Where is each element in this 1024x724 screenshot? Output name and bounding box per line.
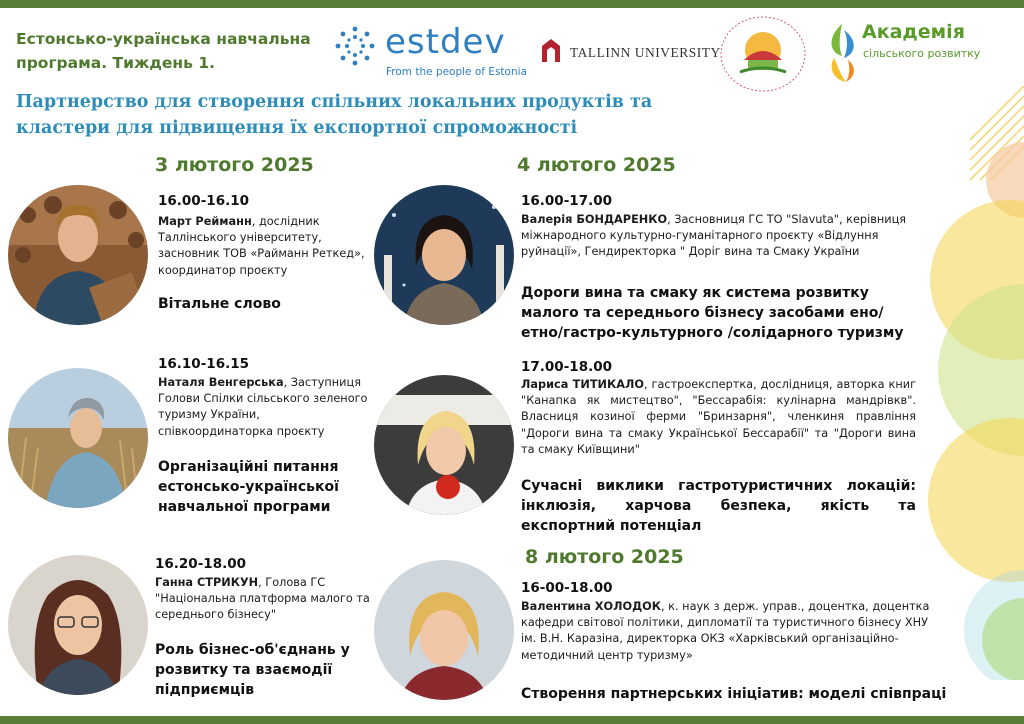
session-topic: Роль бізнес-об'єднань у розвитку та взаємодії підприємців — [155, 642, 350, 698]
speaker-photo-valentyna — [374, 560, 514, 700]
speaker-photo-valeria — [374, 185, 514, 325]
speaker-name: Валентина ХОЛОДОК — [521, 600, 661, 613]
bottom-border — [0, 716, 1024, 724]
speaker-role: , Засновниця ГС ТО "Slavuta", керівниця міжнародного культурно-гуманітарного проєкту «Відлуння руйнації», Гендиректорка " Доріг вина та Смаку України — [521, 213, 907, 259]
page-title: Партнерство для створення спільних локальних продуктів та кластери для підвищення їх експортної спроможності — [16, 92, 653, 138]
speaker-name: Март Рейманн — [158, 215, 252, 228]
academy-logo-subtitle: сільського розвитку — [863, 47, 981, 60]
session-topic: Дороги вина та смаку як система розвитку малого та середнього бізнесу засобами ено/етно/гастро-культурного /солідарного туризму — [521, 285, 904, 341]
academy-logo-text: Академія — [862, 21, 965, 43]
green-tourism-logo-icon — [718, 14, 808, 94]
session-topic: Створення партнерських ініціатив: моделі співпраці — [521, 686, 947, 702]
program-title: Естонсько-українська навчальна програма. Тиждень 1. — [16, 30, 311, 72]
session-time: 16.00-16.10 — [158, 193, 250, 209]
speaker-bio — [521, 599, 941, 664]
speaker-name: Наталя Венгерська — [158, 376, 284, 389]
session-topic: Організаційні питання естонсько-української навчальної програми — [158, 459, 339, 515]
session-time: 16-00-18.00 — [521, 580, 613, 596]
estdev-logo-text: estdev — [385, 22, 506, 62]
estdev-tagline: From the people of Estonia — [386, 66, 527, 78]
speaker-photo-mart — [8, 185, 148, 325]
day-2-date: 4 лютого 2025 — [517, 154, 676, 176]
estdev-logo-icon — [334, 25, 376, 67]
speaker-bio — [155, 575, 370, 624]
speaker-photo-larysa — [374, 375, 514, 515]
speaker-role: , дослідник Таллінського університету, засновник ТОВ «Райманн Реткед», координатор проєкту — [158, 215, 365, 277]
session-time: 16.10-16.15 — [158, 356, 250, 372]
speaker-photo-hanna — [8, 555, 148, 695]
decorative-circles — [900, 40, 1024, 680]
tallinn-university-logo-icon — [540, 38, 562, 64]
session-topic: Сучасні виклики гастротуристичних локацій: інклюзія, харчова безпека, якість та експортний потенціал — [521, 478, 916, 534]
top-border — [0, 0, 1024, 8]
session-time: 17.00-18.00 — [521, 359, 613, 375]
speaker-role: , Голова ГС "Національна платформа малого та середнього бізнесу" — [155, 576, 370, 622]
speaker-role: , к. наук з держ. управ., доцентка, доцентка кафедри світової політики, дипломатії та туристичного бізнесу ХНУ ім. В.Н. Каразіна, директорка ОКЗ «Харківський організаційно-методичний центр туризму» — [521, 600, 930, 662]
tallinn-university-name: TALLINN UNIVERSITY — [570, 45, 721, 60]
speaker-role: , гастроекспертка, дослідниця, авторка книг "Канапка як мистецтво", "Бессарабія: кулінарна мандрівкв". Власниця козиної ферми "Бринзарня", членкиня правління "Дороги вина та смаку Української Бессарабії" та "Дороги вина та смаку Київщини" — [521, 378, 917, 456]
speaker-bio — [158, 375, 368, 440]
speaker-photo-natalia — [8, 368, 148, 508]
speaker-bio — [158, 214, 376, 279]
session-time: 16.00-17.00 — [521, 193, 613, 209]
speaker-bio — [521, 377, 916, 458]
speaker-bio — [521, 212, 921, 261]
speaker-name: Лариса ТИТИКАЛО — [521, 378, 644, 391]
day-3-date: 8 лютого 2025 — [525, 546, 684, 568]
academy-logo-icon — [824, 22, 860, 84]
day-1-date: 3 лютого 2025 — [155, 154, 314, 176]
session-topic: Вітальне слово — [158, 296, 281, 312]
speaker-name: Ганна СТРИКУН — [155, 576, 259, 589]
speaker-name: Валерія БОНДАРЕНКО — [521, 213, 668, 226]
speaker-role: , Заступниця Голови Спілки сільського зеленого туризму України, співкоординаторка проєкту — [158, 376, 368, 438]
session-time: 16.20-18.00 — [155, 556, 247, 572]
